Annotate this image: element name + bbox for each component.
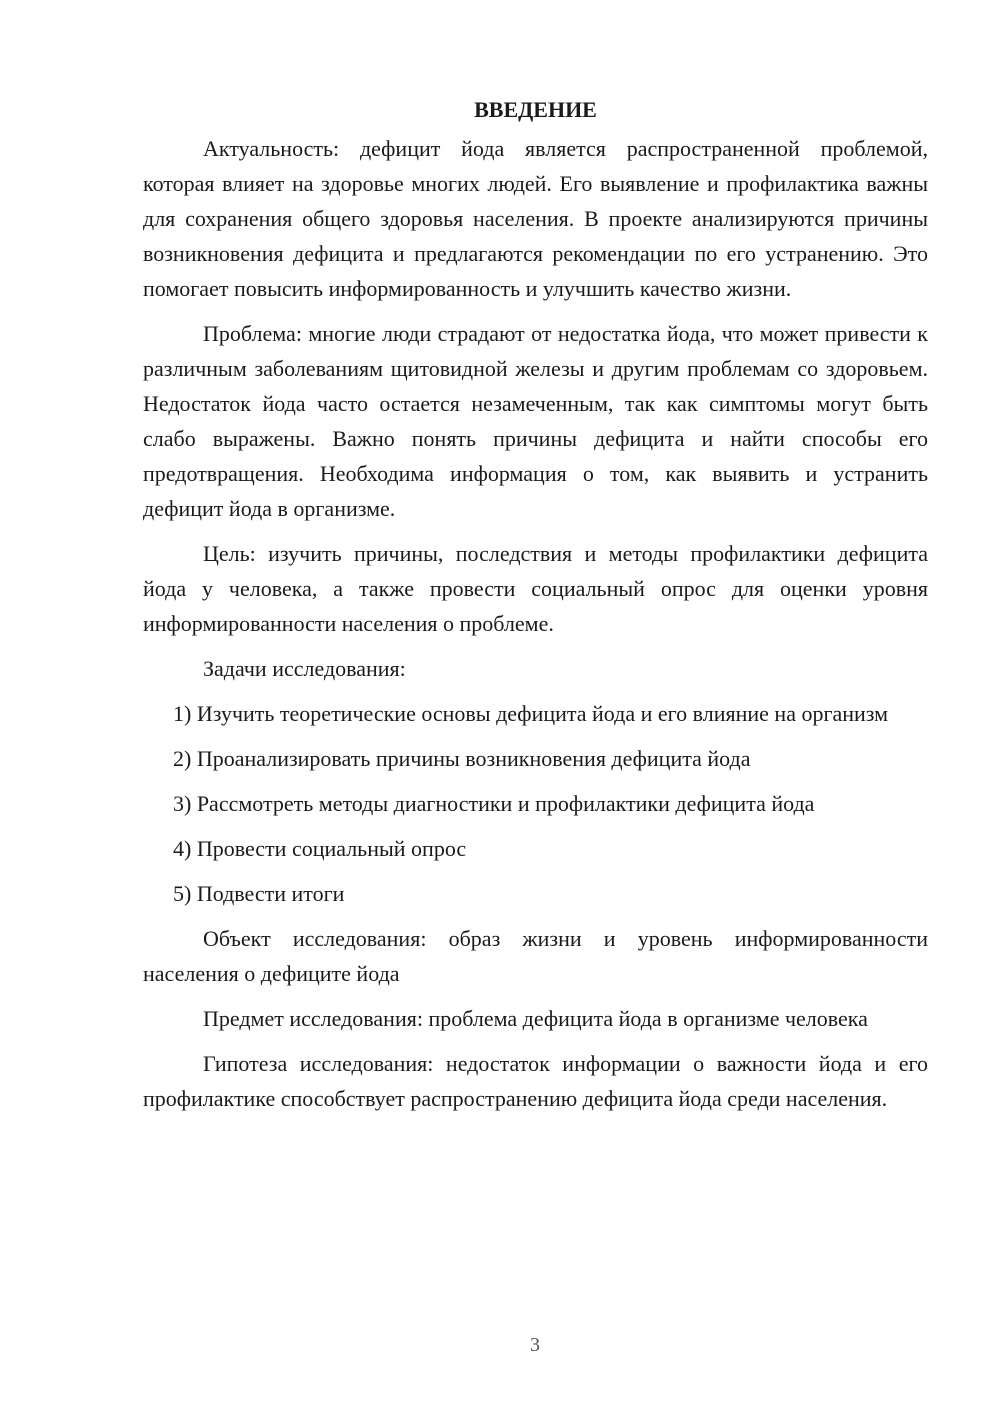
object-paragraph: Объект исследования: образ жизни и уровень информированности населения о дефиците йода: [143, 926, 928, 986]
page-title: ВВЕДЕНИЕ: [474, 97, 597, 122]
subject-paragraph: Предмет исследования: проблема дефицита йода в организме человека: [203, 1006, 868, 1031]
tasks-heading: Задачи исследования:: [203, 656, 406, 681]
task-item: 4) Провести социальный опрос: [173, 836, 467, 861]
page-content: [143, 92, 928, 1126]
goal-paragraph: Цель: изучить причины, последствия и методы профилактики дефицита йода у человека, а также провести социальный опрос для оценки уровня информированности населения о проблеме.: [143, 541, 928, 636]
task-item: 2) Проанализировать причины возникновения дефицита йода: [173, 746, 751, 771]
problem-paragraph: Проблема: многие люди страдают от недостатка йода, что может привести к различным заболеваниям щитовидной железы и другим проблемам со здоровьем. Недостаток йода часто остается незамеченным, так как симптомы могут быть слабо выражены. Важно понять причины дефицита и найти способы его предотвращения. Необходима информация о том, как выявить и устранить дефицит йода в организме.: [143, 321, 928, 521]
task-item: 5) Подвести итоги: [173, 881, 345, 906]
relevance-paragraph: Актуальность: дефицит йода является распространенной проблемой, которая влияет на здоровье многих людей. Его выявление и профилактика важны для сохранения общего здоровья населения. В проекте анализируются причины возникновения дефицита и предлагаются рекомендации по его устранению. Это помогает повысить информированность и улучшить качество жизни.: [143, 136, 928, 301]
hypothesis-paragraph: Гипотеза исследования: недостаток информации о важности йода и его профилактике способствует распространению дефицита йода среди населения.: [143, 1051, 928, 1111]
task-item: 1) Изучить теоретические основы дефицита йода и его влияние на организм: [173, 701, 889, 726]
page-number: 3: [530, 1334, 540, 1356]
task-item: 3) Рассмотреть методы диагностики и профилактики дефицита йода: [173, 791, 815, 816]
